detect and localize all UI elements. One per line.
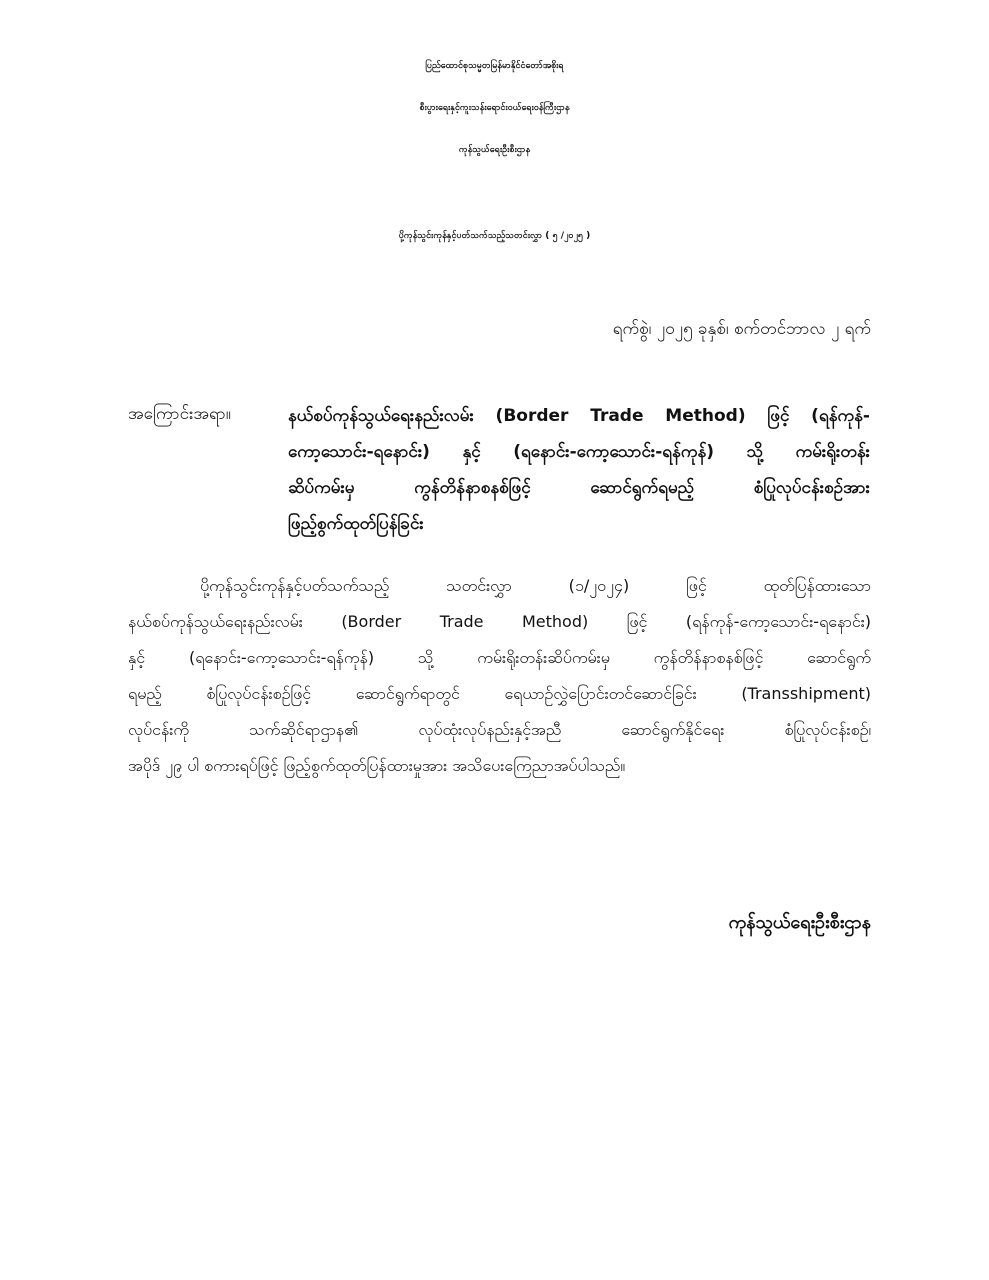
header-department: ကုန်သွယ်ရေးဦးစီးဌာန: [458, 145, 531, 155]
subject-line: ဖြည့်စွက်ထုတ်ပြန်ခြင်း: [288, 514, 424, 534]
body-line: နယ်စပ်ကုန်သွယ်ရေးနည်းလမ်း (Border Trade Method) ဖြင့် (ရန်ကုန်-ကော့သောင်း-ရနောင်း): [128, 612, 871, 631]
signature: ကုန်သွယ်ရေးဦးစီးဌာန: [728, 912, 871, 933]
body-line: အပိုဒ် ၂၉ ပါ စကားရပ်ဖြင့် ဖြည့်စွက်ထုတ်ပြန်ထားမှုအား အသိပေးကြေညာအပ်ပါသည်။: [128, 756, 626, 775]
notice-title: ပို့ကုန်သွင်းကုန်နှင့်ပတ်သက်သည့်သတင်းလွှာ ( ၅ /၂၀၂၅ ): [398, 231, 591, 241]
subject-label: အကြောင်းအရာ။: [128, 404, 231, 424]
subject-line: ကော့သောင်း-ရနောင်း) နှင့် (ရနောင်း-ကော့သောင်း-ရန်ကုန်) သို့ ကမ်းရိုးတန်း: [288, 442, 870, 462]
body-line: ပို့ကုန်သွင်းကုန်နှင့်ပတ်သက်သည့် သတင်းလွှာ (၁/၂၀၂၄) ဖြင့် ထုတ်ပြန်ထားသော: [200, 576, 871, 595]
header-ministry: စီးပွားရေးနှင့်ကူးသန်းရောင်းဝယ်ရေးဝန်ကြီးဌာန: [419, 103, 570, 113]
date-line: ရက်စွဲ၊ ၂၀၂၅ ခုနှစ်၊ စက်တင်ဘာလ ၂ ရက်: [612, 319, 871, 339]
body-paragraph: [128, 568, 871, 784]
body-line: လုပ်ငန်းကို သက်ဆိုင်ရာဌာန၏ လုပ်ထုံးလုပ်နည်းနှင့်အညီ ဆောင်ရွက်နိုင်ရေး စံပြုလုပ်ငန်းစဉ်၊: [128, 720, 871, 739]
subject-line: နယ်စပ်ကုန်သွယ်ရေးနည်းလမ်း (Border Trade Method) ဖြင့် (ရန်ကုန်-: [288, 406, 870, 426]
body-line: နှင့် (ရနောင်း-ကော့သောင်း-ရန်ကုန်) သို့ ကမ်းရိုးတန်းဆိပ်ကမ်းမှ ကွန်တိန်နာစနစ်ဖြင့် ဆောင်ရွက်: [128, 648, 871, 667]
body-line: ရမည့် စံပြုလုပ်ငန်းစဉ်ဖြင့် ဆောင်ရွက်ရာတွင် ရေယာဉ်လွှဲပြောင်းတင်ဆောင်ခြင်း (Transshipment): [128, 684, 871, 703]
subject-line: ဆိပ်ကမ်းမှ ကွန်တိန်နာစနစ်ဖြင့် ဆောင်ရွက်ရမည့် စံပြုလုပ်ငန်းစဉ်အား: [288, 478, 870, 498]
header-government: ပြည်ထောင်စုသမ္မတမြန်မာနိုင်ငံတော်အစိုးရ: [425, 61, 564, 71]
subject-text: [288, 398, 870, 542]
